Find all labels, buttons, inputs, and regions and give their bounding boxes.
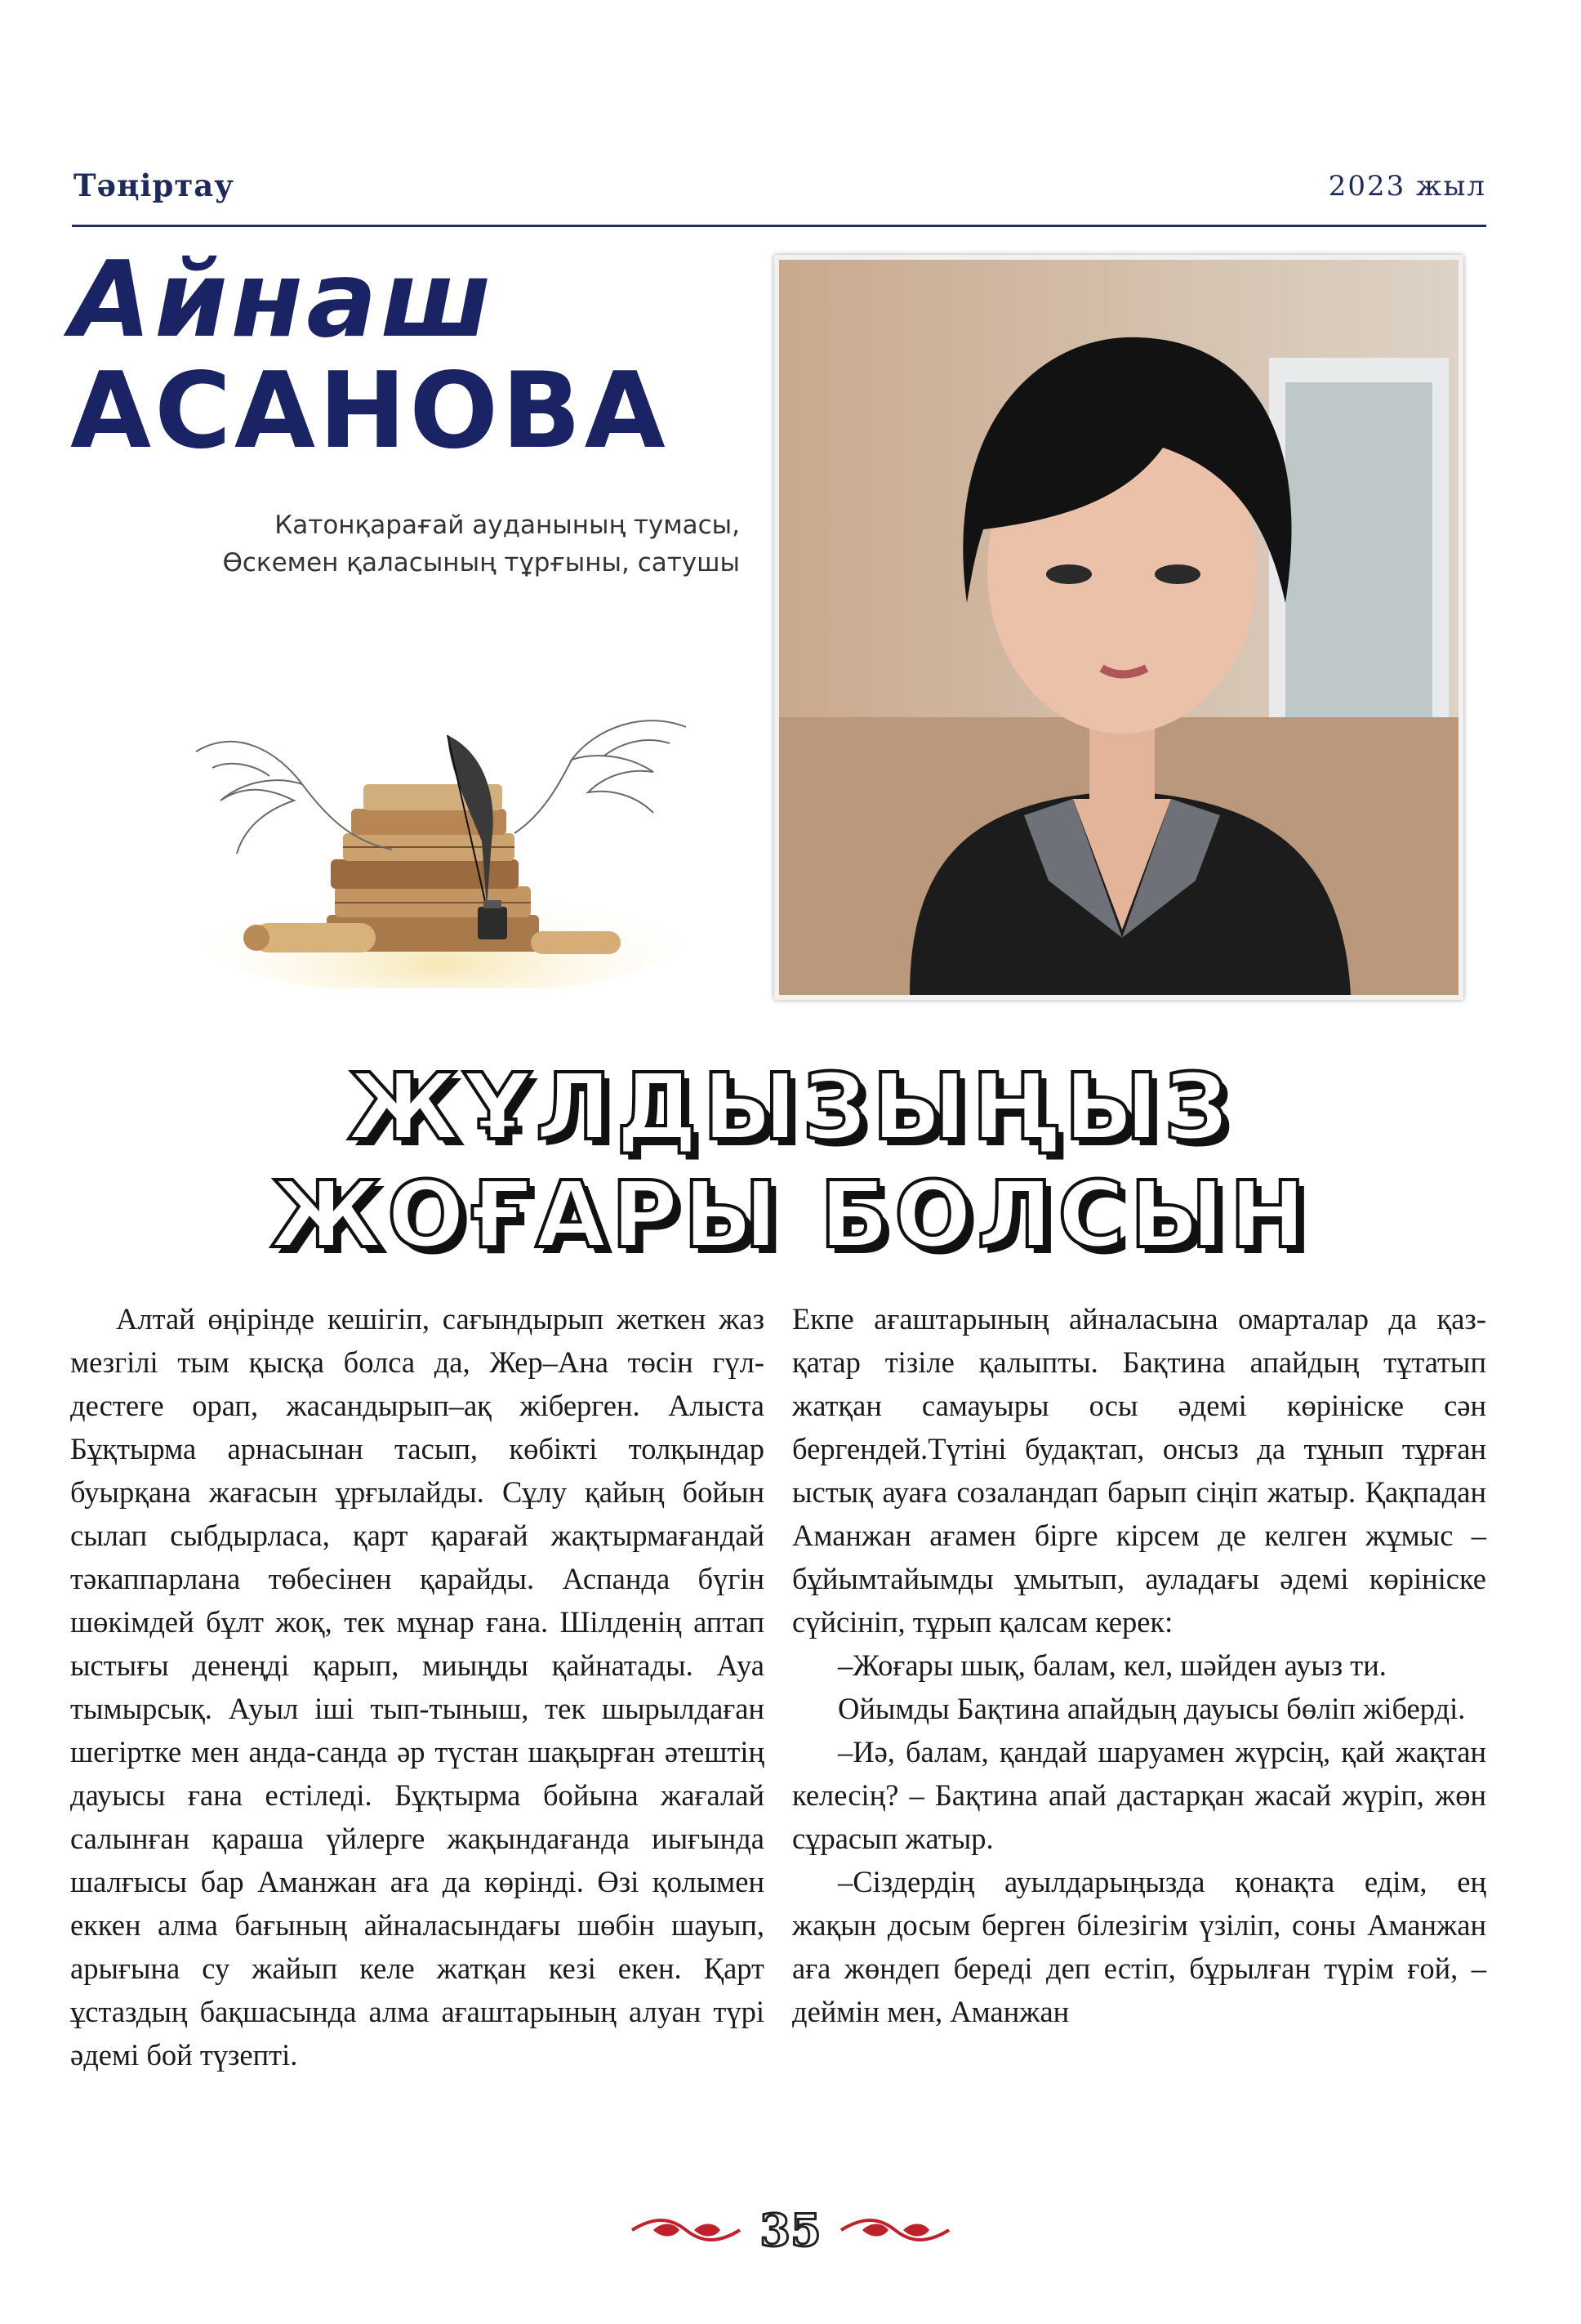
header-rule — [72, 225, 1486, 227]
body-paragraph: –Сіздердің ауылдарыңызда қонақта едім, ең жақын досым берген білезігім үзіліп, соны Аманжан аға жөндеп береді деп естіп, бұрылған түрім ғой, – деймін мен, Аманжан — [792, 1865, 1486, 2028]
page-footer — [0, 2204, 1581, 2256]
article-title-line: ЖҰЛДЫЗЫҢЫЗ — [347, 1055, 1234, 1161]
article-column-right — [792, 1297, 1486, 2076]
running-header-year: 2023 жыл — [1328, 170, 1486, 203]
author-name — [70, 239, 669, 472]
article-title — [0, 1054, 1581, 1269]
author-bio-line: Катонқарағай ауданының тумасы, — [274, 511, 740, 540]
body-paragraph: Ойымды Бақтина апайдың дауысы бөліп жіберді. — [838, 1692, 1466, 1725]
author-first-name: Айнаш — [70, 239, 495, 361]
ornament-right-icon — [838, 2214, 952, 2246]
article-title-line: ЖОҒАРЫ БОЛСЫН — [269, 1162, 1312, 1269]
portrait-image — [779, 260, 1459, 995]
ornament-left-icon — [629, 2214, 743, 2246]
body-paragraph: –Жоғары шық, балам, кел, шәйден ауыз ти. — [838, 1648, 1387, 1682]
page-number: 35 — [759, 2204, 822, 2256]
books-quill-illustration — [188, 703, 694, 988]
article-column-left — [70, 1297, 764, 2076]
author-bio — [168, 506, 740, 582]
body-paragraph: Екпе ағаштарының айналасына омарталар да қаз-қатар тізіле қалыпты. Бақтина апайдың тұтатып жатқан самауыры осы әдемі көрініске сән бергендей.Түтіні будақтап, онсыз да тұнып тұрған ыстық ауаға созаландап барып сіңіп жатыр. Қақпадан Аманжан ағамен бірге кірсем де келген жұмыс – бұйымтайымды ұмытып, ауладағы әдемі көрініске сүйсініп, тұрып қалсам керек: — [792, 1302, 1486, 1639]
body-paragraph: Алтай өңірінде кешігіп, сағындырып жеткен жаз мезгілі тым қысқа болса да, Жер–Ана төсін гүл-дестеге орап, жасандырып–ақ жіберген. Алыста Бұқтырма арнасынан тасып, көбікті толқындар буырқана жағасын ұрғылайды. Сұлу қайың бойын сылап сыбдырласа, қарт қарағай жақтырмағандай тәкаппарлана төбесінен қарайды. Аспанда бүгін шөкімдей бұлт жоқ, тек мұнар ғана. Шілденің аптап ыстығы денеңді қарып, миыңды қайнатады. Ауа тымырсық. Ауыл іші тып-тыныш, тек шырылдаған шегіртке мен анда-санда әр түстан шақырған әтештің дауысы ғана естіледі. Бұқтырма бойына жағалай салынған қараша үйлерге жақындағанда иығында шалғысы бар Аманжан аға да көрінді. Өзі қолымен еккен алма бағының айналасындағы шөбін шауып, арығына су жайып келе жатқан кезі екен. Қарт ұстаздың бақшасында алма ағаштарының алуан түрі әдемі бой түзепті. — [70, 1302, 764, 2072]
author-last-name: АСАНОВА — [70, 350, 669, 472]
body-paragraph: –Иә, балам, қандай шаруамен жүрсің, қай жақтан келесің? – Бақтина апай дастарқан жасай жүріп, жөн сұрасып жатыр. — [792, 1735, 1486, 1855]
author-photo — [774, 255, 1463, 1000]
author-bio-line: Өскемен қаласының тұрғыны, сатушы — [222, 548, 740, 578]
article-body — [70, 1297, 1486, 2076]
running-header-section: Тәңіртау — [73, 167, 234, 203]
